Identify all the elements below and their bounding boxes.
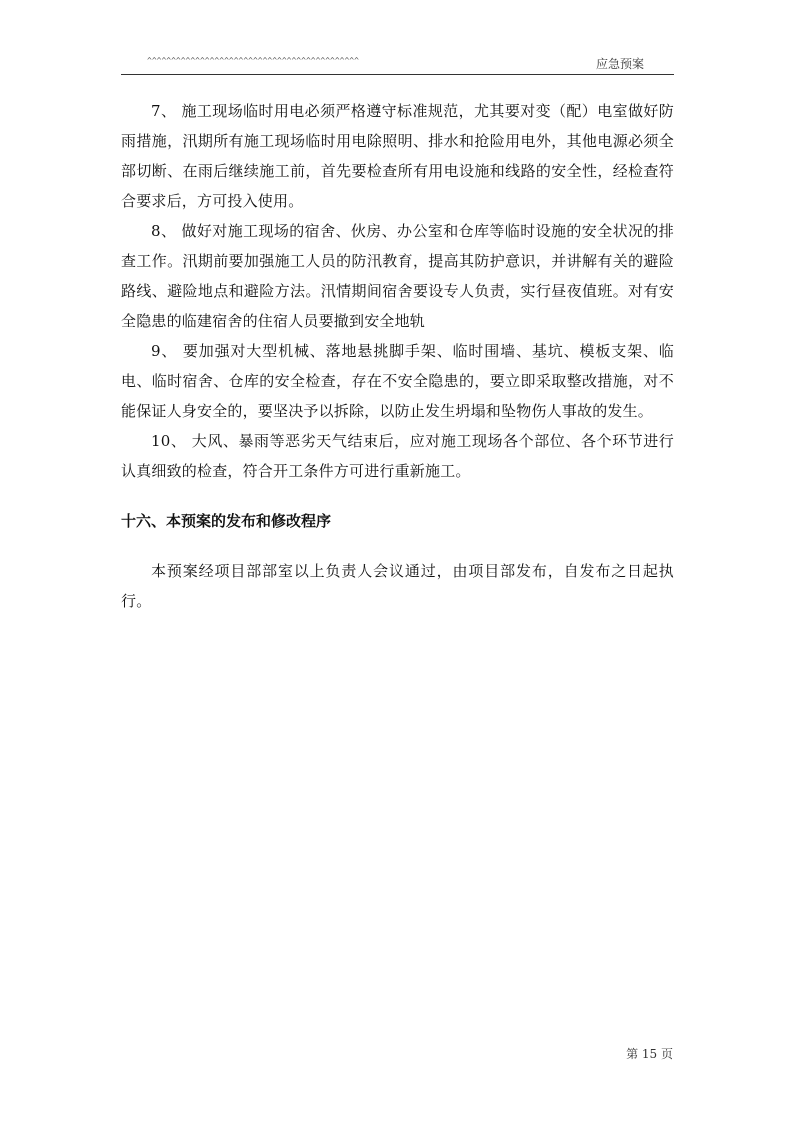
section-paragraph: 本预案经项目部部室以上负责人会议通过，由项目部发布，自发布之日起执行。	[121, 562, 674, 610]
document-body	[121, 96, 674, 616]
paragraph-item-9: 9、 要加强对大型机械、落地悬挑脚手架、临时围墙、基坑、模板支架、临电、临时宿舍、仓库的安全检查，存在不安全隐患的，要立即采取整改措施，对不能保证人身安全的，要坚决予以拆除，以防止发生坍塌和坠物伤人事故的发生。	[121, 342, 674, 420]
paragraph-item-10: 10、 大风、暴雨等恶劣天气结束后，应对施工现场各个部位、各个环节进行认真细致的检查，符合开工条件方可进行重新施工。	[121, 432, 674, 480]
page-header	[121, 52, 674, 75]
paragraph-item-7: 7、 施工现场临时用电必须严格遵守标准规范，尤其要对变（配）电室做好防雨措施，汛期所有施工现场临时用电除照明、排水和抢险用电外，其他电源必须全部切断、在雨后继续施工前，首先要检查所有用电设施和线路的安全性，经检查符合要求后，方可投入使用。	[121, 102, 674, 210]
paragraph-item-8: 8、 做好对施工现场的宿舍、伙房、办公室和仓库等临时设施的安全状况的排查工作。汛期前要加强施工人员的防汛教育，提高其防护意识，并讲解有关的避险路线、避险地点和避险方法。汛情期间宿舍要设专人负责，实行昼夜值班。对有安全隐患的临建宿舍的住宿人员要撤到安全地轨	[121, 222, 674, 330]
header-decoration: ^^^^^^^^^^^^^^^^^^^^^^^^^^^^^^^^^^^^^^^^^^^^	[147, 56, 359, 65]
section-heading: 十六、本预案的发布和修改程序	[121, 512, 332, 530]
header-title: 应急预案	[595, 57, 644, 71]
page-number: 第 15 页	[626, 1047, 673, 1061]
